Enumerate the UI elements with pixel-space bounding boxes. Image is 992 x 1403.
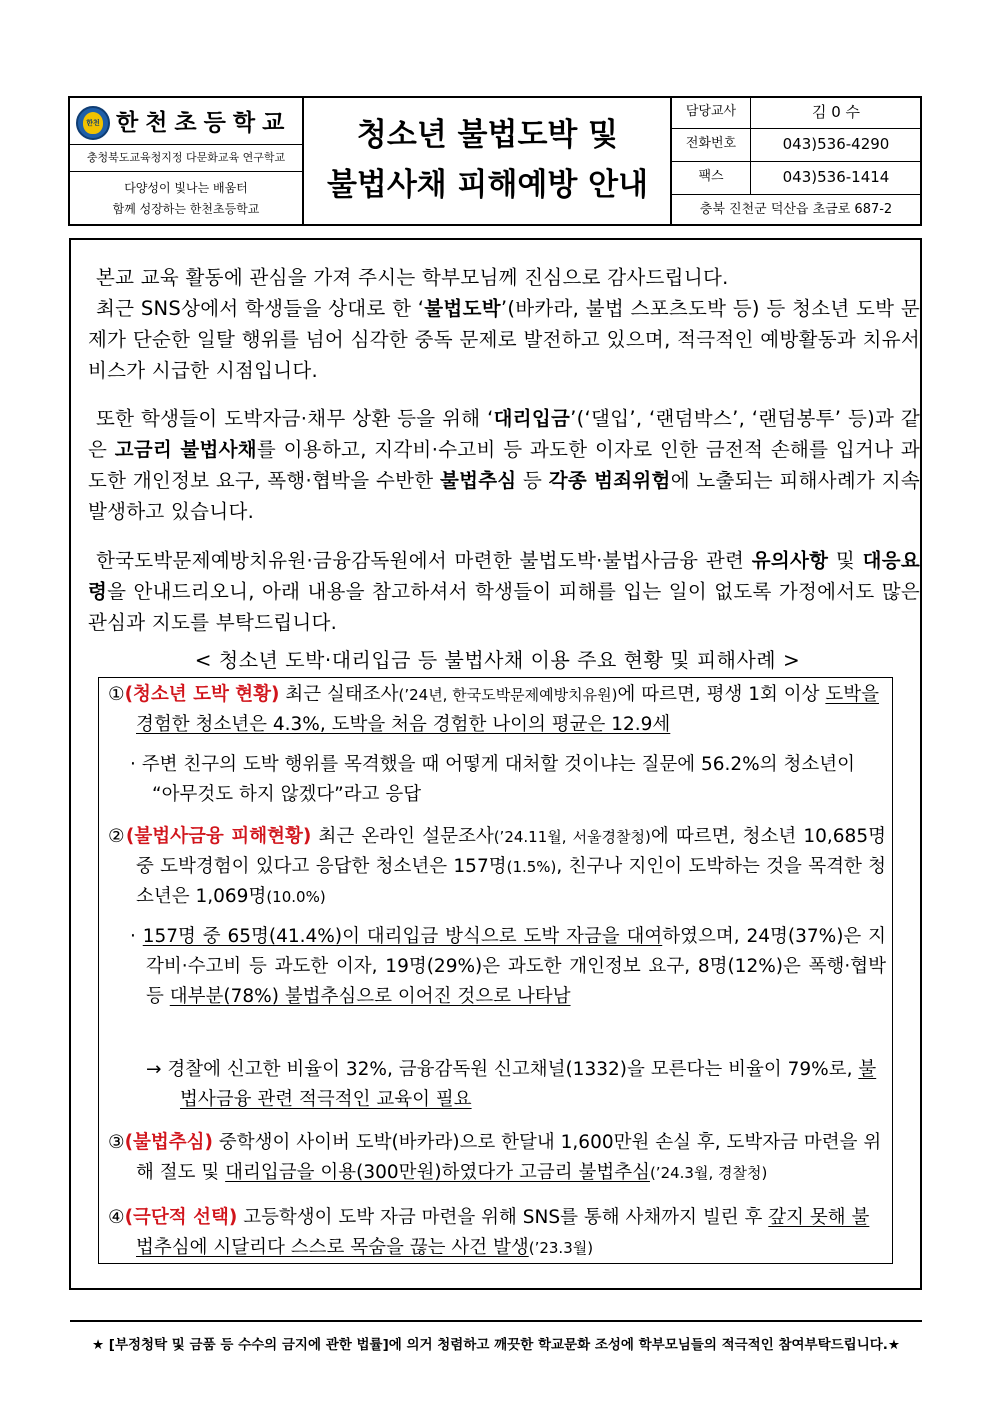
case-number: ④ (108, 1207, 125, 1228)
highlight-response-guide: 대응요령 (88, 549, 920, 603)
phone-label: 전화번호 (685, 136, 737, 151)
text: 에 따르면, 평생 1회 이상 (617, 684, 826, 705)
text: 최근 온라인 설문조사 (311, 826, 494, 847)
text: 을 안내드리오니, 아래 내용을 참고하셔서 학생들이 피해를 입는 일이 없도록 가정에서도 많은 관심과 지도를 부탁드립니다. (88, 580, 920, 634)
case-number: ② (108, 826, 126, 847)
underlined-text: 불법사금융 관련 적극적인 교육이 필요 (180, 1059, 877, 1110)
intro-paragraph-1: 본교 교육 활동에 관심을 가져 주시는 학부모님께 진심으로 감사드립니다. (96, 266, 729, 289)
percent: (10.0%) (266, 888, 326, 906)
case-1 (108, 680, 886, 740)
intro-paragraph-3 (88, 403, 920, 527)
underlined-text: 대부분(78%) 불법추심으로 이어진 것으로 나타남 (169, 986, 571, 1007)
case-2-sub (130, 922, 886, 1012)
fax-label: 팩스 (698, 169, 724, 184)
case-3 (108, 1128, 886, 1188)
case-tag: (불법사금융 피해현황) (125, 826, 312, 847)
highlight-gambling: 불법도박 (424, 297, 501, 320)
case-source: (’24.3월, 경찰청) (649, 1164, 768, 1182)
text: 최근 실태조사 (279, 684, 399, 705)
percent: (1.5%) (506, 858, 557, 876)
case-source: (’24년, 한국도박문제예방치유원) (398, 686, 618, 704)
title-line-1: 청소년 불법도박 및 (356, 117, 619, 153)
teacher-label: 담당교사 (685, 104, 737, 119)
text: ’(‘댈입’, ‘랜덤박스’, ‘랜덤봉투’ 등)과 같은 (88, 407, 920, 461)
phone-value: 043)536-4290 (782, 135, 890, 153)
slogan-line-2: 함께 성장하는 한천초등학교 (112, 202, 260, 216)
school-logo-text: 한천 (86, 119, 100, 127)
text: , 친구나 지인이 도박하는 것을 목격한 청소년은 1,069명 (136, 856, 886, 907)
case-2 (108, 822, 886, 912)
title-line-2: 불법사채 피해예방 안내 (326, 167, 649, 203)
text: 등 (516, 469, 549, 492)
underlined-text: 도박을 경험한 청소년은 4.3%, 도박을 처음 경험한 나이의 평균은 12.9세 (136, 684, 879, 735)
case-1-sub: · 주변 친구의 도박 행위를 목격했을 때 어떻게 대처할 것이냐는 질문에 56.2%의 청소년이 “아무것도 하지 않겠다”라고 응답 (130, 754, 855, 805)
text: 에 따르면, 청소년 10,685명 중 도박경험이 있다고 응답한 청소년은 157명 (136, 826, 886, 877)
fax-value: 043)536-1414 (782, 168, 890, 186)
research-school-label: 충청북도교육청지정 다문화교육 연구학교 (86, 151, 286, 164)
teacher-value: 김 0 수 (811, 103, 861, 121)
case-4 (108, 1203, 886, 1263)
section-subtitle: < 청소년 도박·대리입금 등 불법사채 이용 주요 현황 및 피해사례 > (194, 648, 801, 672)
highlight-crime-risk: 각종 범죄위험 (548, 469, 671, 492)
page-title (305, 100, 670, 222)
case-2-arrow-note (146, 1055, 886, 1115)
divider (69, 171, 302, 172)
case-tag: (불법추심) (124, 1132, 213, 1153)
highlight-proxy-deposit: 대리입금 (493, 407, 571, 430)
text: 한국도박문제예방치유원·금융감독원에서 마련한 불법도박·불법사금융 관련 (96, 549, 752, 572)
divider (69, 144, 302, 145)
case-source: (’24.11월, 서울경찰청) (493, 828, 651, 846)
text: 최근 SNS상에서 학생들을 상대로 한 ‘ (96, 297, 425, 320)
text: 하였으며, 24명(37%)은 지각비·수고비 등 과도한 이자, 19명(29%)은 과도한 개인정보 요구, 8명(12%)은 폭행·협박 등 (146, 926, 886, 1007)
case-tag: (청소년 도박 현황) (124, 684, 280, 705)
case-source: (’23.3월) (528, 1239, 594, 1257)
case-tag: (극단적 선택) (124, 1207, 238, 1228)
text: 고등학생이 도박 자금 마련을 위해 SNS를 통해 사채까지 빌린 후 (237, 1207, 769, 1228)
highlight-precautions: 유의사항 (751, 549, 829, 572)
school-address: 충북 진천군 덕산읍 초금로 687-2 (699, 202, 893, 217)
underlined-text: 대리입금을 이용(300만원)하였다가 고금리 불법추심 (225, 1162, 650, 1183)
slogan-line-1: 다양성이 빛나는 배움터 (124, 181, 248, 195)
text: 중학생이 사이버 도박(바카라)으로 한달내 1,600만원 손실 후, 도박자금 마련을 위해 절도 및 (136, 1132, 882, 1183)
school-name: 한천초등학교 (116, 110, 292, 136)
school-slogan (70, 173, 302, 223)
underlined-text: 157명 중 65명(41.4%)이 대리입금 방식으로 도박 자금을 대여 (142, 926, 663, 947)
intro-paragraph-2 (88, 293, 920, 386)
case-number: ① (108, 684, 125, 705)
highlight-illegal-loan: 고금리 불법사채 (114, 438, 257, 461)
text: 에 노출되는 피해사례가 지속 발생하고 있습니다. (88, 469, 920, 523)
text: · (130, 926, 143, 947)
footer-divider (70, 1320, 922, 1322)
text: 및 (828, 549, 863, 572)
text: ’(바카라, 불법 스포츠도박 등) 등 청소년 도박 문제가 단순한 일탈 행위를 넘어 심각한 중독 문제로 발전하고 있으며, 적극적인 예방활동과 치유서비스가 시급한 시점입니다. (88, 297, 921, 382)
text: → 경찰에 신고한 비율이 32%, 금융감독원 신고채널(1332)을 모른다는 비율이 79%로, (146, 1059, 859, 1080)
intro-paragraph-4 (88, 545, 920, 638)
text: 를 이용하고, 지각비·수고비 등 과도한 이자로 인한 금전적 손해를 입거나 과도한 개인정보 요구, 폭행·협박을 수반한 (88, 438, 921, 492)
highlight-illegal-collection: 불법추심 (439, 469, 517, 492)
underlined-text: 갚지 못해 불법추심에 시달리다 스스로 목숨을 끊는 사건 발생 (136, 1207, 870, 1258)
text: 또한 학생들이 도박자금·채무 상환 등을 위해 ‘ (96, 407, 494, 430)
footer-notice: ★ [부정청탁 및 금품 등 수수의 금지에 관한 법률]에 의거 청렴하고 깨끗한 학교문화 조성에 학부모님들의 적극적인 참여부탁드립니다.★ (91, 1337, 901, 1353)
case-number: ③ (108, 1132, 125, 1153)
